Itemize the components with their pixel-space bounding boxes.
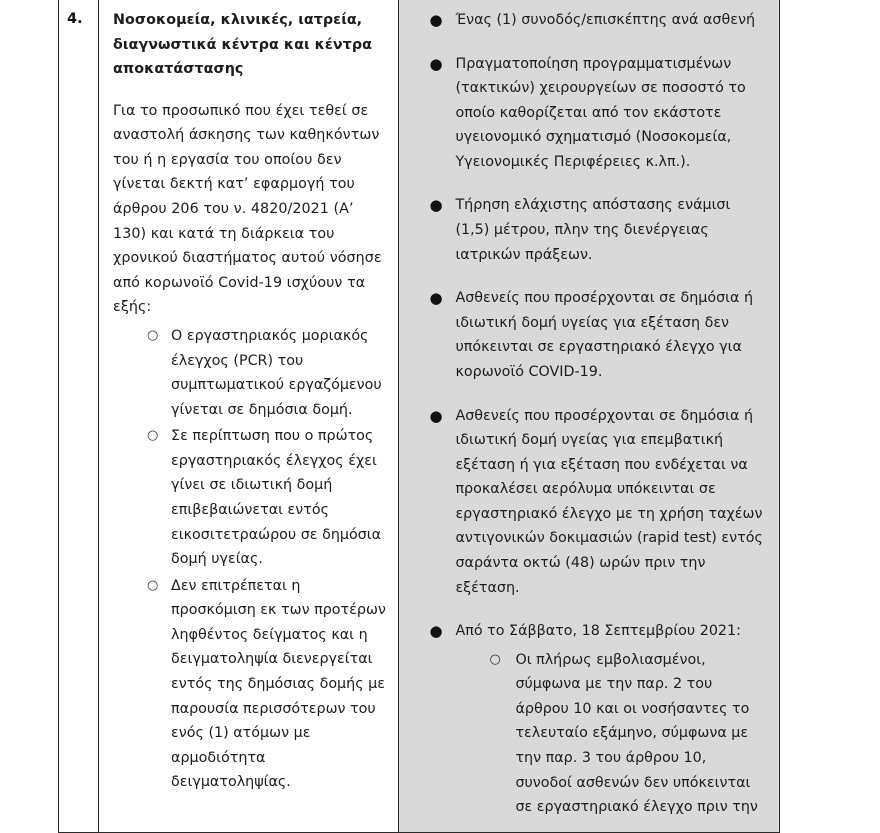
regulations-table (58, 0, 780, 833)
list-item-text: Πραγματοποίηση προγραμματισμένων (τακτικών) χειρουργείων σε ποσοστό το οποίο καθορίζεται από τον εκάστοτε υγειονομικό σχηματισμό (Νοσοκομεία, Υγειονομικές Περιφέρειες κ.λπ.). (455, 55, 746, 170)
category-description-cell (99, 0, 399, 832)
hollow-circle-bullet-icon: ○ (147, 327, 159, 343)
filled-circle-bullet-icon: ● (429, 622, 443, 641)
list-item (429, 286, 763, 384)
list-item-text: Ένας (1) συνοδός/επισκέπτης ανά ασθενή (455, 12, 756, 28)
list-item-text: Σε περίπτωση που ο πρώτος εργαστηριακός έλεγχος έχει γίνει σε ιδιωτική δομή επιβεβαιώνεται εντός εικοσιτετραώρου σε δημόσια δομή υγείας. (171, 428, 382, 568)
list-item (429, 193, 763, 267)
row-number-cell (59, 0, 99, 832)
list-item (429, 619, 763, 820)
left-sub-list (113, 324, 386, 795)
list-item-text: Τήρηση ελάχιστης απόστασης ενάμισι (1,5) μέτρου, πλην της διενέργειας ιατρικών πράξεων. (455, 197, 731, 263)
list-item-text: Οι πλήρως εμβολιασμένοι, σύμφωνα με την παρ. 2 του άρθρου 10 και οι νοσήσαντες το τελευταίο εξάμηνο, σύμφωνα με την παρ. 3 του άρθρου 10, συνοδοί ασθενών δεν υπόκεινται σε εργαστηριακό έλεγχο πριν την (515, 651, 758, 816)
hollow-circle-bullet-icon: ○ (489, 651, 501, 667)
list-item (429, 404, 763, 601)
list-item-text: Δεν επιτρέπεται η προσκόμιση εκ των προτέρων ληφθέντος δείγματος και η δειγματοληψία διενεργείται εντός της δημόσιας δομής με παρουσία περισσότερων του ενός (1) ατόμων με αρμοδιότητα δειγματοληψίας. (171, 577, 386, 791)
list-item-text: Από το Σάββατο, 18 Σεπτεμβρίου 2021: (455, 623, 741, 640)
list-item-text: Ασθενείς που προσέρχονται σε δημόσια ή ιδιωτική δομή υγείας για εξέταση δεν υπόκεινται σε εργαστηριακό έλεγχο για κορωνοϊό COVID-19. (455, 290, 754, 380)
list-item (429, 8, 763, 33)
table-row (59, 0, 780, 832)
list-item-text: Ασθενείς που προσέρχονται σε δημόσια ή ιδιωτική δομή υγείας για επεμβατική εξέταση ή για εξέταση που ενδέχεται να προκαλέσει αερόλυμα υπόκεινται σε εργαστηριακό έλεγχο με τη χρήση ταχέων αντιγονικών δοκιμασιών (rapid test) εντός σαράντα οκτώ (48) ωρών πριν την εξέταση. (455, 407, 763, 596)
list-item (147, 324, 386, 422)
list-item (429, 52, 763, 175)
list-item-text: Ο εργαστηριακός μοριακός έλεγχος (PCR) του συμπτωματικού εργαζόμενου γίνεται σε δημόσια δομή. (171, 327, 382, 418)
hollow-circle-bullet-icon: ○ (147, 577, 159, 593)
filled-circle-bullet-icon: ● (429, 406, 443, 425)
category-intro-text: Για το προσωπικό που έχει τεθεί σε αναστολή άσκησης των καθηκόντων του ή η εργασία του οποίου δεν γίνεται δεκτή κατ’ εφαρμογή του άρθρου 206 του ν. 4820/2021 (Α’ 130) και κατά τη διάρκεια του χρονικού διαστήματος αυτού νόσησε από κορωνοϊό Covid-19 ισχύουν τα εξής: (113, 102, 382, 316)
filled-circle-bullet-icon: ● (429, 196, 443, 215)
row-number: 4. (67, 11, 83, 27)
measures-cell (399, 0, 780, 832)
list-item (147, 574, 386, 795)
measures-sub-list (455, 644, 763, 820)
list-item (147, 424, 386, 571)
measures-bullet-list (409, 8, 763, 820)
hollow-circle-bullet-icon: ○ (147, 428, 159, 444)
list-item (489, 648, 763, 820)
filled-circle-bullet-icon: ● (429, 11, 443, 29)
filled-circle-bullet-icon: ● (429, 289, 443, 308)
filled-circle-bullet-icon: ● (429, 54, 443, 73)
category-heading: Νοσοκομεία, κλινικές, ιατρεία, διαγνωστικά κέντρα και κέντρα αποκατάστασης (113, 12, 372, 78)
